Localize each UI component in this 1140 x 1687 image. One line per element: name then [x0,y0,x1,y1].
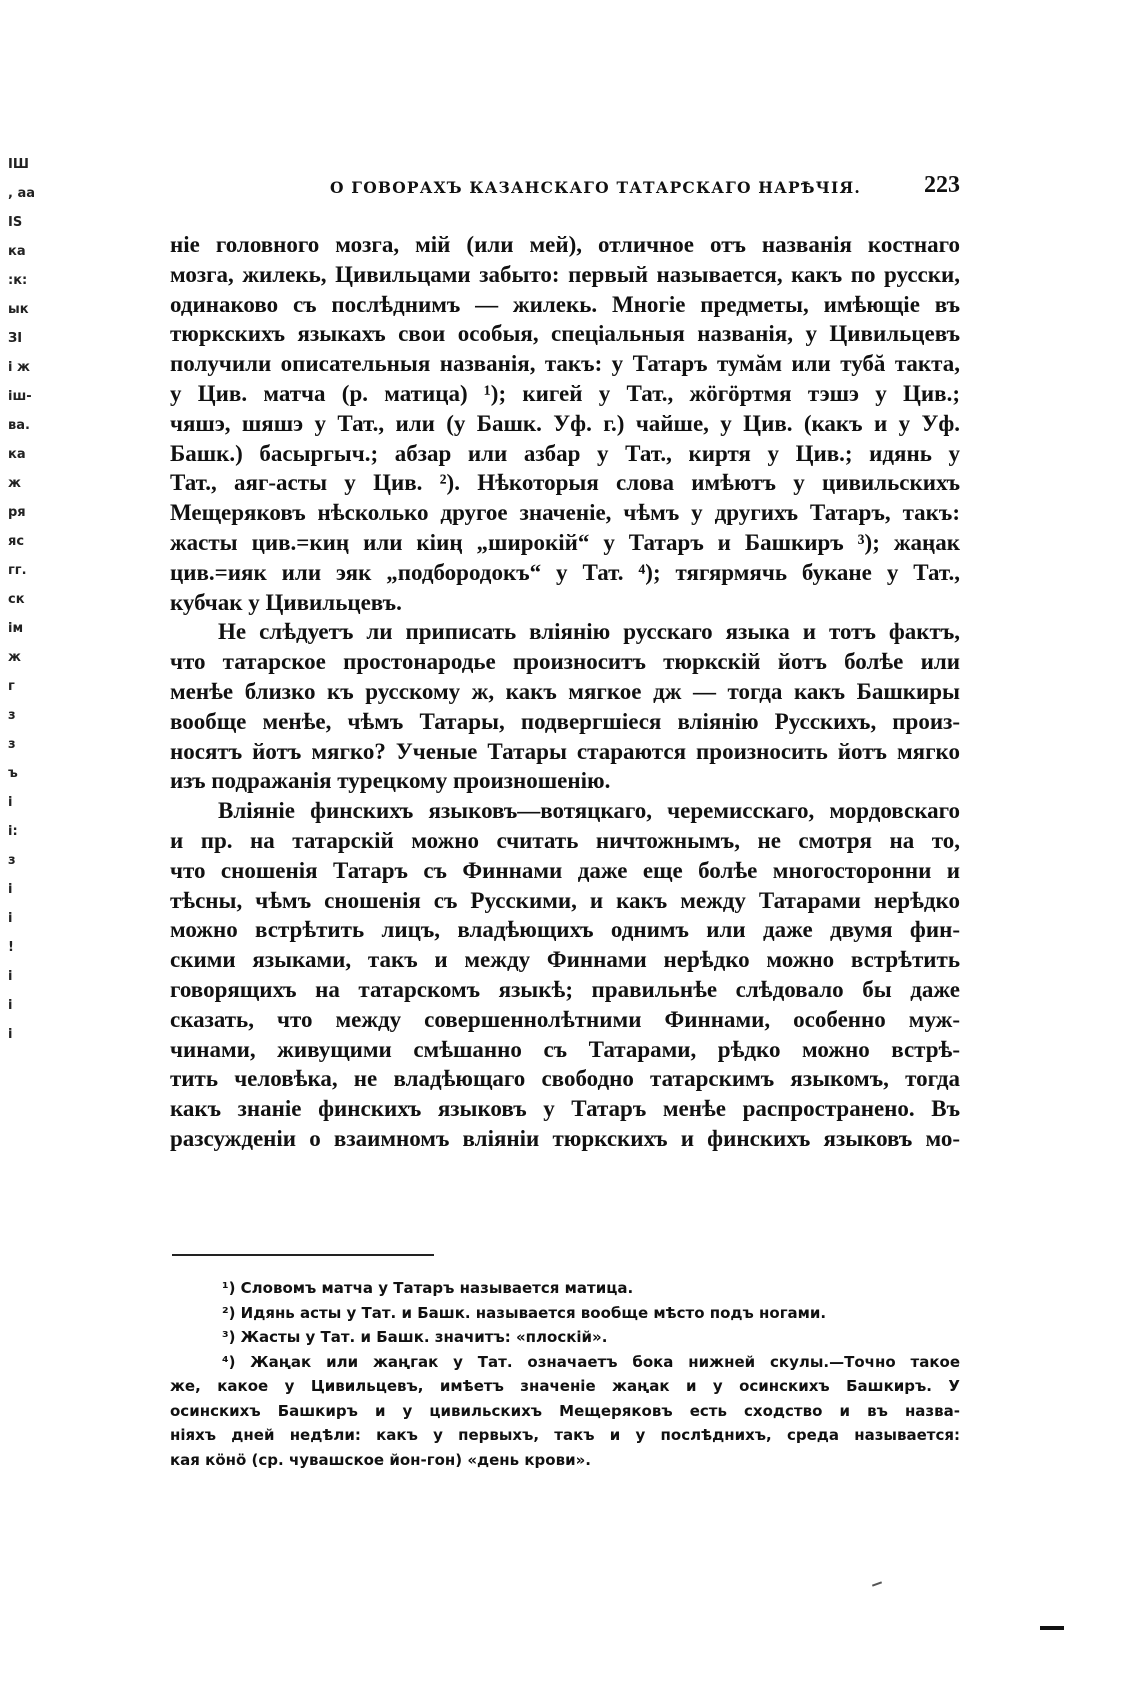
body-line: говорящихъ на татарскомъ языкѣ; правильнѣе слѣдовало бы даже [170,976,960,1002]
body-line: чинами, живущими смѣшанно съ Татарами, рѣдко можно встрѣ- [170,1036,960,1062]
margin-fragment: ка [8,244,26,259]
body-line: тить человѣка, не владѣющаго свободно татарскимъ языкомъ, тогда [170,1066,960,1092]
body-line: одинаково съ послѣднимъ — жилекь. Многіе предметы, имѣющіе въ [170,291,960,317]
body-line: цив.=ияк или эяк „подбородокъ“ у Тат. ⁴); тягярмячь букане у Тат., [170,559,960,585]
margin-fragment: гг. [8,563,27,578]
body-line: вообще менѣе, чѣмъ Татары, подвергшіеся вліянію Русскихъ, произ- [170,708,960,734]
body-line: мозга, жилекь, Цивильцами забыто: первый называется, какъ по русски, [170,261,960,287]
footnote-line: ³) Жасты у Тат. и Башк. значитъ: «плоскій». [222,1328,608,1346]
margin-fragment: ка [8,447,26,462]
margin-fragment: ык [8,302,29,317]
margin-fragment: і: [8,824,18,839]
margin-fragment: з [8,708,16,723]
margin-fragment: ІШ [8,157,29,172]
body-line: Не слѣдуетъ ли приписать вліянію русскаго языка и тотъ фактъ, [218,619,960,645]
body-line: изъ подражанія турецкому произношенію. [170,768,611,794]
body-line: что сношенія Татаръ съ Финнами даже еще болѣе многосторонни и [170,857,960,883]
scan-speck [872,1581,882,1586]
footnote-line: ніяхъ дней недѣли: какъ у первыхъ, такъ и у послѣднихъ, среда называется: [170,1426,960,1444]
margin-fragment: ! [8,940,14,955]
margin-fragment: і [8,882,13,897]
scan-dash-mark [1040,1626,1064,1630]
margin-fragment: ім [8,621,24,636]
body-line: ніе головного мозга, мій (или мей), отличное отъ названія костнаго [170,232,960,257]
footnote-line: же, какое у Цивильцевъ, имѣетъ значеніе жаңак и у осинскихъ Башкиръ. У [170,1377,960,1395]
body-line: кубчак у Цивильцевъ. [170,589,402,615]
body-line: жасты цив.=киң или кіиң „широкій“ у Татаръ и Башкиръ ³); жаңак [170,529,960,555]
running-title: О ГОВОРАХЪ КАЗАНСКАГО ТАТАРСКАГО НАРѢЧІЯ. [330,178,861,197]
margin-fragment: ря [8,505,26,520]
margin-fragment: іш- [8,389,32,404]
footnote-line: кая кöнö (ср. чувашское йон-гон) «день крови». [170,1450,591,1469]
body-line: разсужденіи о взаимномъ вліяніи тюркскихъ и финскихъ языковъ мо- [170,1125,960,1151]
margin-fragment: , аа [8,186,36,201]
footnotes [170,1276,960,1472]
body-line: и пр. на татарскій можно считать ничтожнымъ, не смотря на то, [170,827,960,853]
left-margin-bleedthrough [8,150,42,1049]
margin-fragment: і [8,911,13,926]
margin-fragment: г [8,679,15,694]
margin-fragment: з [8,737,16,752]
body-line: получили описательныя названія, такъ: у Татаръ тумăм или тубă такта, [170,351,960,377]
body-line: скими языками, такъ и между Финнами нерѣдко можно встрѣтить [170,947,960,973]
margin-fragment: яс [8,534,25,549]
margin-fragment: ва. [8,418,30,433]
body-line: Тат., аяг-асты у Цив. ²). Нѣкоторыя слова имѣютъ у цивильскихъ [170,470,960,496]
body-line: что татарское простонародье произноситъ тюркскій йотъ болѣе или [170,649,960,675]
footnote-line: ²) Идянь асты у Тат. и Башк. называется вообще мѣсто подъ ногами. [222,1303,827,1322]
footnote-line: осинскихъ Башкиръ и у цивильскихъ Мещеряковъ есть сходство и въ назва- [170,1401,960,1420]
body-line: тѣсны, чѣмъ сношенія съ Русскими, и какъ между Татарами нерѣдко [170,887,960,913]
page-number: 223 [924,172,960,198]
margin-fragment: ск [8,592,25,607]
margin-fragment: ж [8,650,21,665]
body-line: чяшэ, шяшэ у Тат., или (у Башк. Уф. г.) чайше, у Цив. (какъ и у Уф. [170,410,960,436]
footnote-line: ¹) Словомъ матча у Татаръ называется матица. [222,1279,634,1297]
margin-fragment: і [8,969,13,984]
body-line: какъ знаніе финскихъ языковъ у Татаръ менѣе распространено. Въ [170,1096,960,1122]
body-line: у Цив. матча (р. матица) ¹); кигей у Тат., жöгöртмя тэшэ у Цив.; [170,380,960,406]
margin-fragment: і [8,1027,13,1042]
margin-fragment: і ж [8,360,30,375]
body-line: тюркскихъ языкахъ свои особыя, спеціальныя названія, у Цивильцевъ [170,321,960,347]
body-line: Вліяніе финскихъ языковъ—вотяцкаго, черемисскаго, мордовскаго [218,798,960,824]
body-text [170,230,960,1154]
body-line: сказать, что между совершеннолѣтними Финнами, особенно муж- [170,1006,960,1032]
footnote-separator [172,1254,434,1256]
margin-fragment: ъ [8,766,18,781]
footnote-line: ⁴) Жаңак или жаңгак у Тат. означаетъ бока нижней скулы.—Точно такое [222,1352,960,1371]
margin-fragment: з [8,853,16,868]
margin-fragment: :к: [8,273,28,288]
body-line: Мещеряковъ нѣсколько другое значеніе, чѣмъ у другихъ Татаръ, такъ: [170,500,960,526]
body-line: менѣе близко къ русскому ж, какъ мягкое дж — тогда какъ Башкиры [170,678,960,704]
page-header [170,172,960,202]
body-line: можно встрѣтить лицъ, владѣющихъ однимъ или даже двумя фин- [170,917,960,943]
margin-fragment: і [8,795,13,810]
margin-fragment: і [8,998,13,1013]
margin-fragment: ж [8,476,21,491]
margin-fragment: ЗІ [8,331,23,346]
margin-fragment: ІЅ [8,215,23,230]
body-line: Башк.) басыргыч.; абзар или азбар у Тат., киртя у Цив.; идянь у [170,440,960,466]
body-line: носятъ йотъ мягко? Ученые Татары стараются произносить йотъ мягко [170,738,960,764]
